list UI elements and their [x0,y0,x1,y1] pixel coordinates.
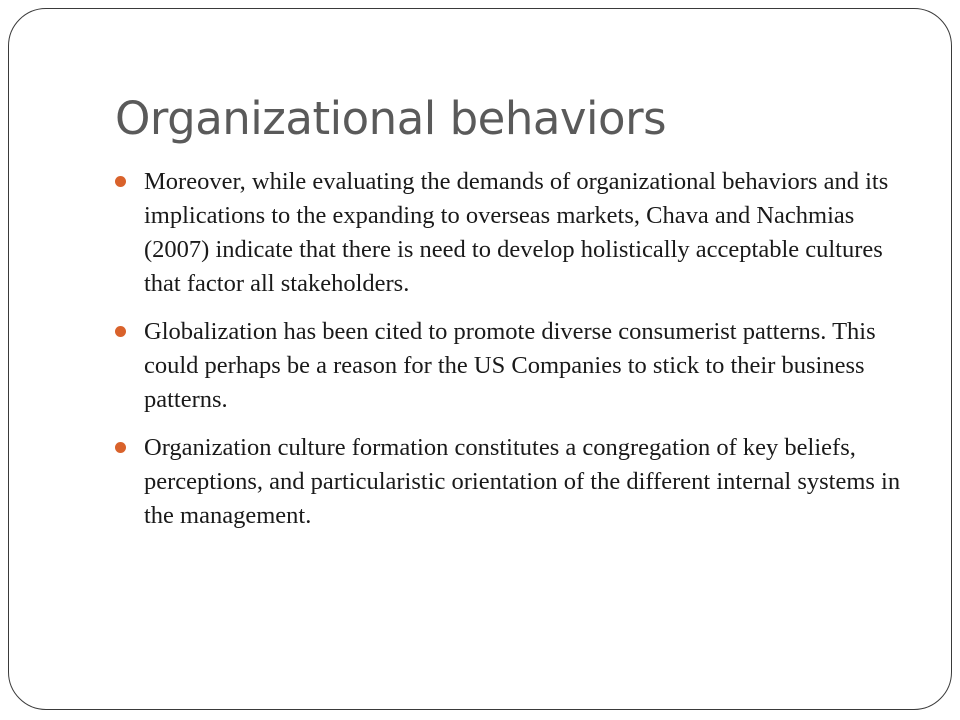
bullet-item-3 [115,431,915,533]
slide-frame [8,8,952,710]
bullet-dot-icon [115,442,126,453]
bullet-list [115,165,915,547]
bullet-text: Organization culture formation constitutes a congregation of key beliefs, perceptions, and particularistic orientation of the different internal systems in the management. [144,434,901,529]
bullet-dot-icon [115,326,126,337]
slide-title: Organizational behaviors [115,92,667,145]
bullet-item-2 [115,315,915,417]
bullet-item-1 [115,165,915,301]
bullet-text: Globalization has been cited to promote diverse consumerist patterns. This could perhaps be a reason for the US Companies to stick to their business patterns. [144,318,876,413]
bullet-dot-icon [115,176,126,187]
bullet-text: Moreover, while evaluating the demands of organizational behaviors and its implications to the expanding to overseas markets, Chava and Nachmias (2007) indicate that there is need to develop holistically acceptable cultures that factor all stakeholders. [144,168,889,297]
